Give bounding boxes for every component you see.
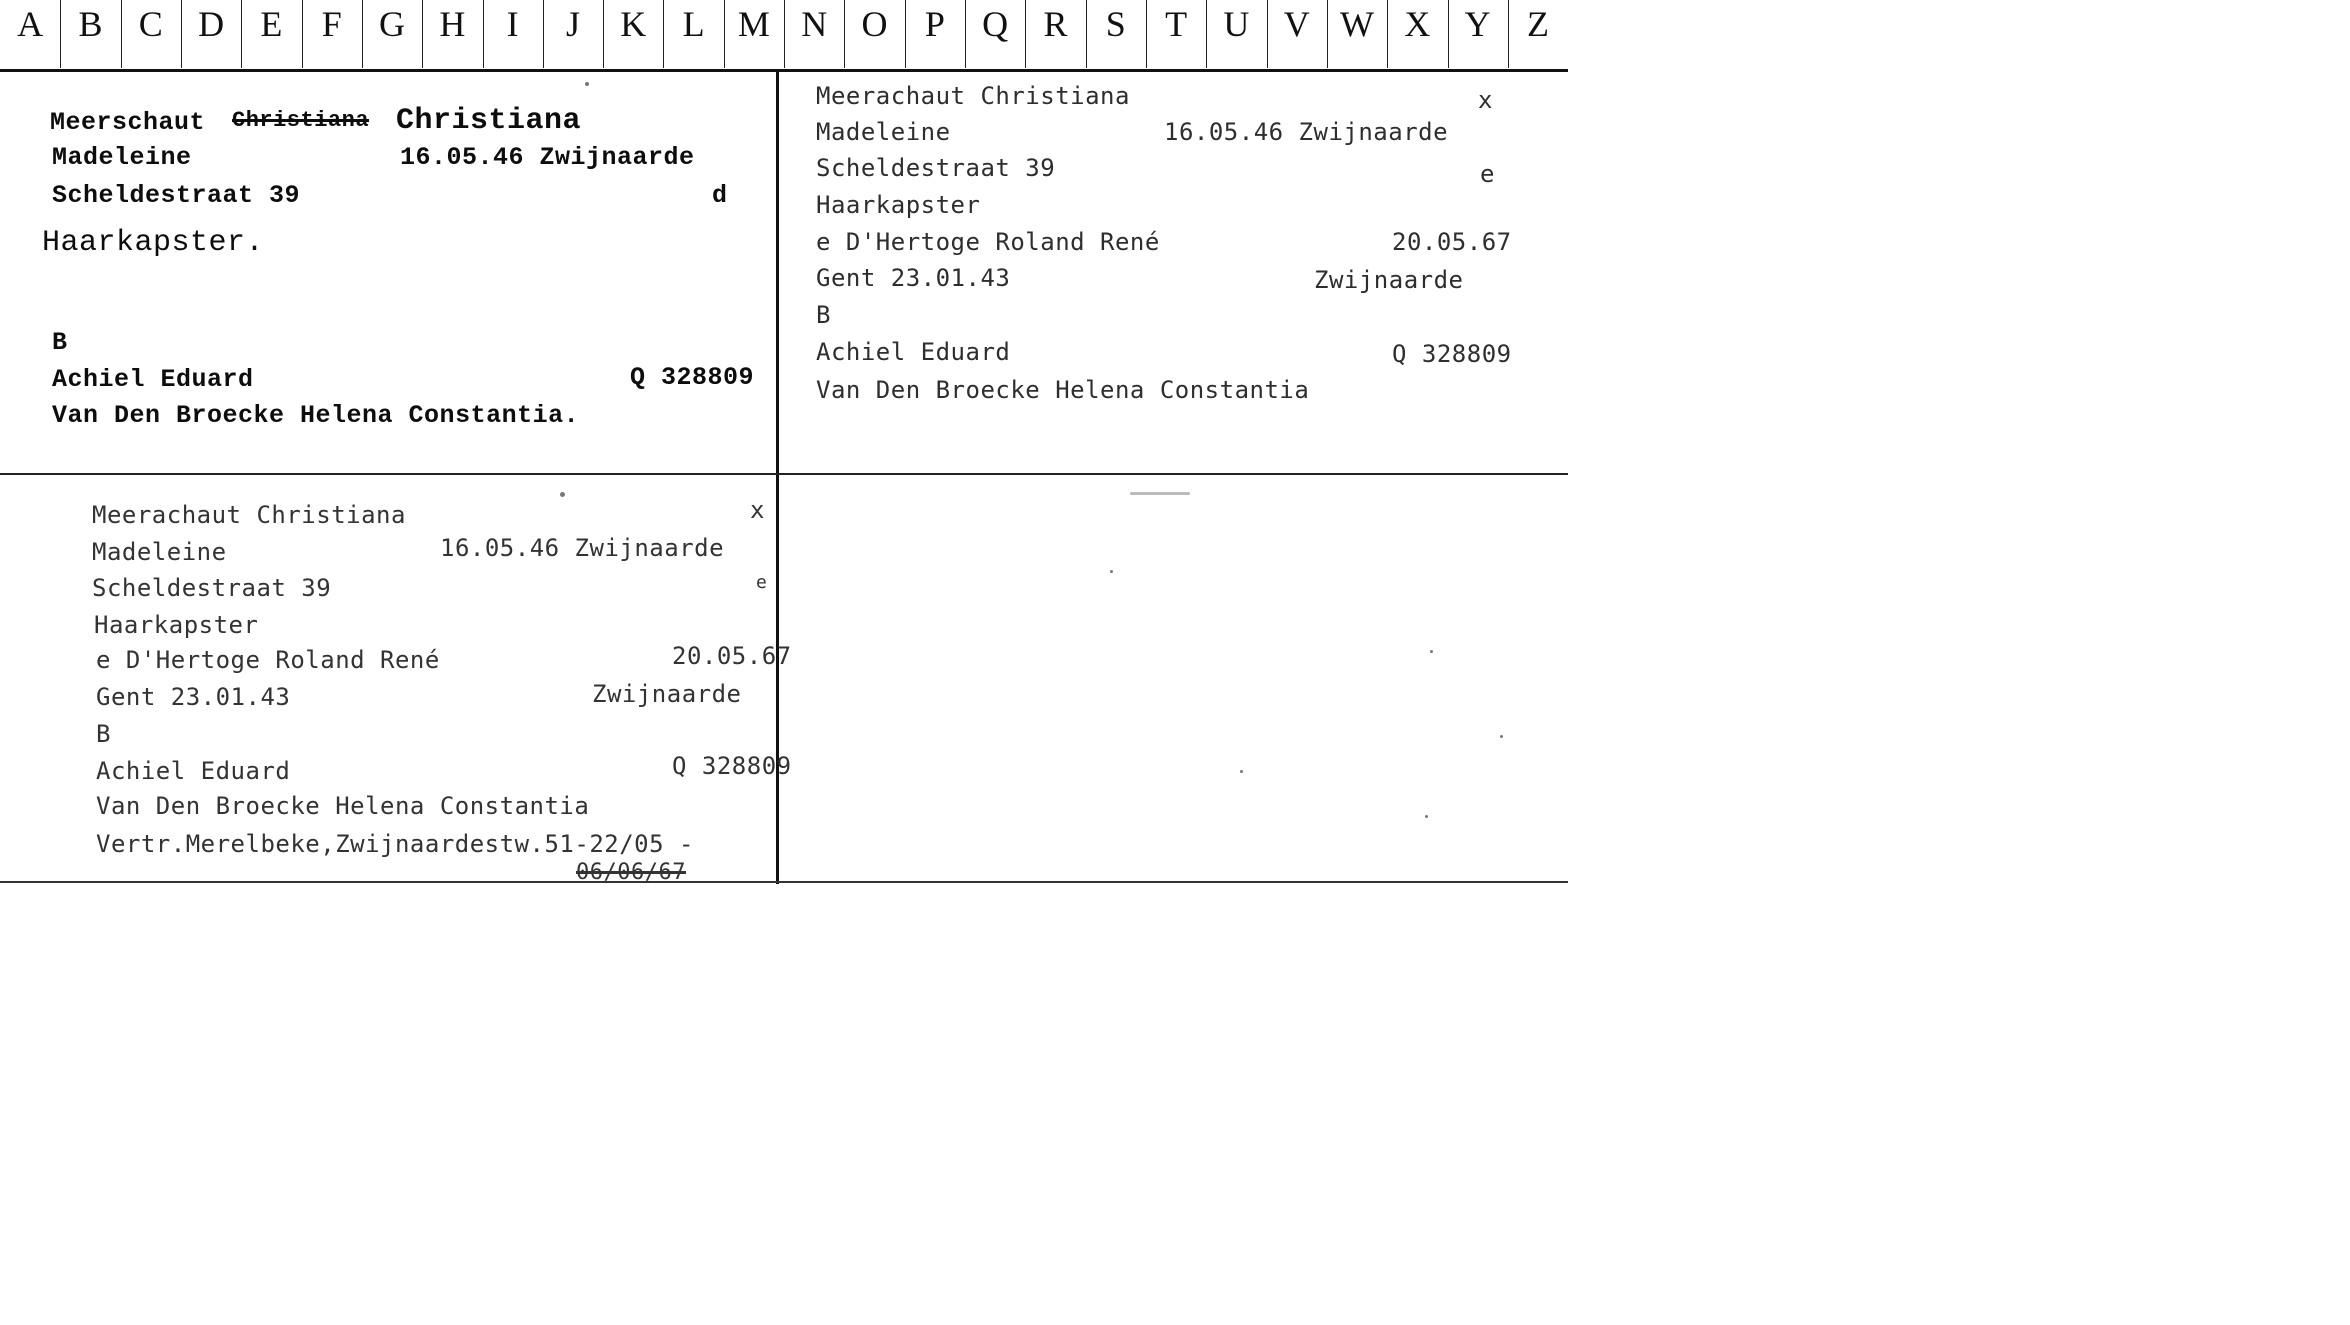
mother-name-text: Van Den Broecke Helena Constantia. xyxy=(52,401,580,430)
spouse-text: e D'Hertoge Roland René xyxy=(96,646,440,674)
alpha-tab-o: O xyxy=(844,0,904,69)
alpha-tab-e: E xyxy=(241,0,301,69)
alpha-tab-q: Q xyxy=(965,0,1025,69)
alpha-tab-i: I xyxy=(483,0,543,69)
alpha-tab-p: P xyxy=(905,0,965,69)
scan-speck xyxy=(560,492,565,497)
second-name-text: Madeleine xyxy=(816,118,951,146)
scan-speck xyxy=(1425,815,1428,818)
father-name-text: Achiel Eduard xyxy=(96,757,291,785)
alpha-tab-r: R xyxy=(1025,0,1085,69)
alpha-tab-c: C xyxy=(121,0,181,69)
alpha-tab-h: H xyxy=(422,0,482,69)
alpha-tab-d: D xyxy=(181,0,241,69)
alpha-tab-f: F xyxy=(302,0,362,69)
father-name-text: Achiel Eduard xyxy=(816,338,1011,366)
alpha-tab-b: B xyxy=(60,0,120,69)
marriage-date: 20.05.67 xyxy=(672,642,792,670)
card-bottom-edge xyxy=(0,881,1568,883)
alpha-tab-k: K xyxy=(603,0,663,69)
alpha-tab-w: W xyxy=(1327,0,1387,69)
profession-text: Haarkapster xyxy=(816,191,981,219)
address-text: Scheldestraat 39 xyxy=(92,574,332,602)
marriage-place: Zwijnaarde xyxy=(1314,266,1464,294)
father-name-text: Achiel Eduard xyxy=(52,365,254,394)
scan-smudge xyxy=(1130,492,1190,495)
mother-name-text: Van Den Broecke Helena Constantia xyxy=(816,376,1310,404)
profession-text: Haarkapster. xyxy=(42,226,265,260)
mother-name-text: Van Den Broecke Helena Constantia xyxy=(96,792,590,820)
alpha-tab-n: N xyxy=(784,0,844,69)
spouse-birth-text: Gent 23.01.43 xyxy=(816,264,1011,292)
scan-speck xyxy=(585,82,589,86)
letter-text: B xyxy=(96,720,111,748)
reference-code: Q 328809 xyxy=(630,363,755,392)
alphabet-index-strip xyxy=(0,0,1568,72)
reference-code: Q 328809 xyxy=(672,752,792,780)
alpha-tab-a: A xyxy=(17,4,44,44)
card-horizontal-divider xyxy=(0,473,1568,475)
mark-e: e xyxy=(1480,160,1495,188)
surname-text: Meerschaut xyxy=(50,108,206,137)
alpha-tab-s: S xyxy=(1086,0,1146,69)
alpha-tab-m: M xyxy=(724,0,784,69)
alpha-tab-l: L xyxy=(663,0,723,69)
transfer-date: 06/06/67 xyxy=(576,860,686,885)
profession-text: Haarkapster xyxy=(94,611,259,639)
name-line: Meerachaut Christiana xyxy=(92,501,406,529)
second-name-text: Madeleine xyxy=(52,143,192,172)
scan-speck xyxy=(1500,735,1503,738)
mark-x: x xyxy=(750,496,765,524)
alpha-tab-x: X xyxy=(1387,0,1447,69)
mark-x: x xyxy=(1478,86,1493,114)
alpha-tab-y: Y xyxy=(1448,0,1508,69)
spouse-text: e D'Hertoge Roland René xyxy=(816,228,1160,256)
second-name-text: Madeleine xyxy=(92,538,227,566)
mark-e: e xyxy=(756,572,768,593)
transfer-text: Vertr.Merelbeke,Zwijnaardestw.51-22/05 - xyxy=(96,830,694,858)
reference-code: Q 328809 xyxy=(1392,340,1512,368)
alpha-tab-t: T xyxy=(1146,0,1206,69)
alpha-tab-g: G xyxy=(362,0,422,69)
name-line: Meerachaut Christiana xyxy=(816,82,1130,110)
birth-text: 16.05.46 Zwijnaarde xyxy=(1164,118,1449,146)
address-text: Scheldestraat 39 xyxy=(52,181,301,210)
birth-text: 16.05.46 Zwijnaarde xyxy=(440,534,725,562)
marriage-date: 20.05.67 xyxy=(1392,228,1512,256)
marriage-place: Zwijnaarde xyxy=(592,680,742,708)
alpha-tab-z: Z xyxy=(1508,0,1568,69)
birth-text: 16.05.46 Zwijnaarde xyxy=(400,143,695,172)
scan-speck xyxy=(1430,650,1433,653)
scan-speck xyxy=(1110,570,1113,573)
letter-text: B xyxy=(52,328,68,357)
alpha-tab-u: U xyxy=(1206,0,1266,69)
address-text: Scheldestraat 39 xyxy=(816,154,1056,182)
letter-text: B xyxy=(816,301,831,329)
scan-speck xyxy=(1240,770,1243,773)
first-name-text: Christiana xyxy=(396,104,582,138)
struck-out-name: Christiana xyxy=(232,108,370,133)
mark-d: d xyxy=(712,181,728,210)
alpha-tab-v: V xyxy=(1267,0,1327,69)
spouse-birth-text: Gent 23.01.43 xyxy=(96,683,291,711)
alpha-tab-j: J xyxy=(543,0,603,69)
